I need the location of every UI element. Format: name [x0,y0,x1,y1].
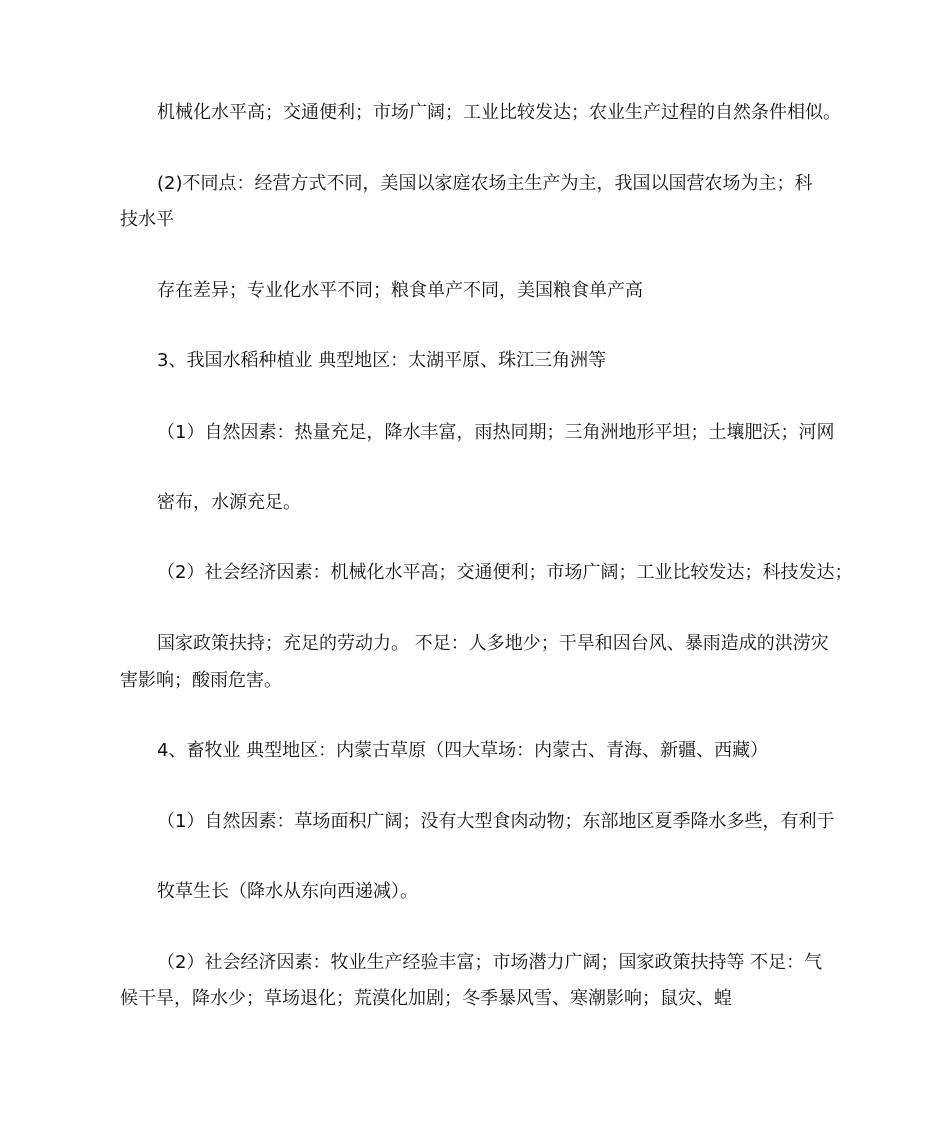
text-line: 4、畜牧业 典型地区：内蒙古草原（四大草场：内蒙古、青海、新疆、西藏） [157,740,769,761]
text-line: 技水平 [120,209,174,230]
text-line: (2)不同点：经营方式不同，美国以家庭农场主生产为主，我国以国营农场为主；科 [157,173,813,194]
text-line: （1）自然因素：草场面积广阔；没有大型食肉动物；东部地区夏季降水多些，有利于 [157,811,835,832]
text-line: 候干旱，降水少；草场退化；荒漠化加剧；冬季暴风雪、寒潮影响；鼠灾、蝗 [120,988,732,1009]
text-line: 3、我国水稻种植业 典型地区：太湖平原、珠江三角洲等 [157,350,607,371]
text-line: 国家政策扶持；充足的劳动力。 不足：人多地少；干旱和因台风、暴雨造成的洪涝灾 [157,633,829,654]
text-line: 存在差异；专业化水平不同；粮食单产不同，美国粮食单产高 [157,280,643,301]
text-line: （2）社会经济因素：牧业生产经验丰富；市场潜力广阔；国家政策扶持等 不足：气 [157,952,823,973]
text-line: 密布，水源充足。 [157,492,301,513]
text-line: 害影响；酸雨危害。 [120,670,282,691]
text-line: （1）自然因素：热量充足，降水丰富，雨热同期；三角洲地形平坦；土壤肥沃；河网 [157,422,835,443]
text-line: 牧草生长（降水从东向西递减）。 [157,881,418,902]
text-line: 机械化水平高；交通便利；市场广阔；工业比较发达；农业生产过程的自然条件相似。 [157,102,841,123]
text-line: （2）社会经济因素：机械化水平高；交通便利；市场广阔；工业比较发达；科技发达； [157,562,853,583]
